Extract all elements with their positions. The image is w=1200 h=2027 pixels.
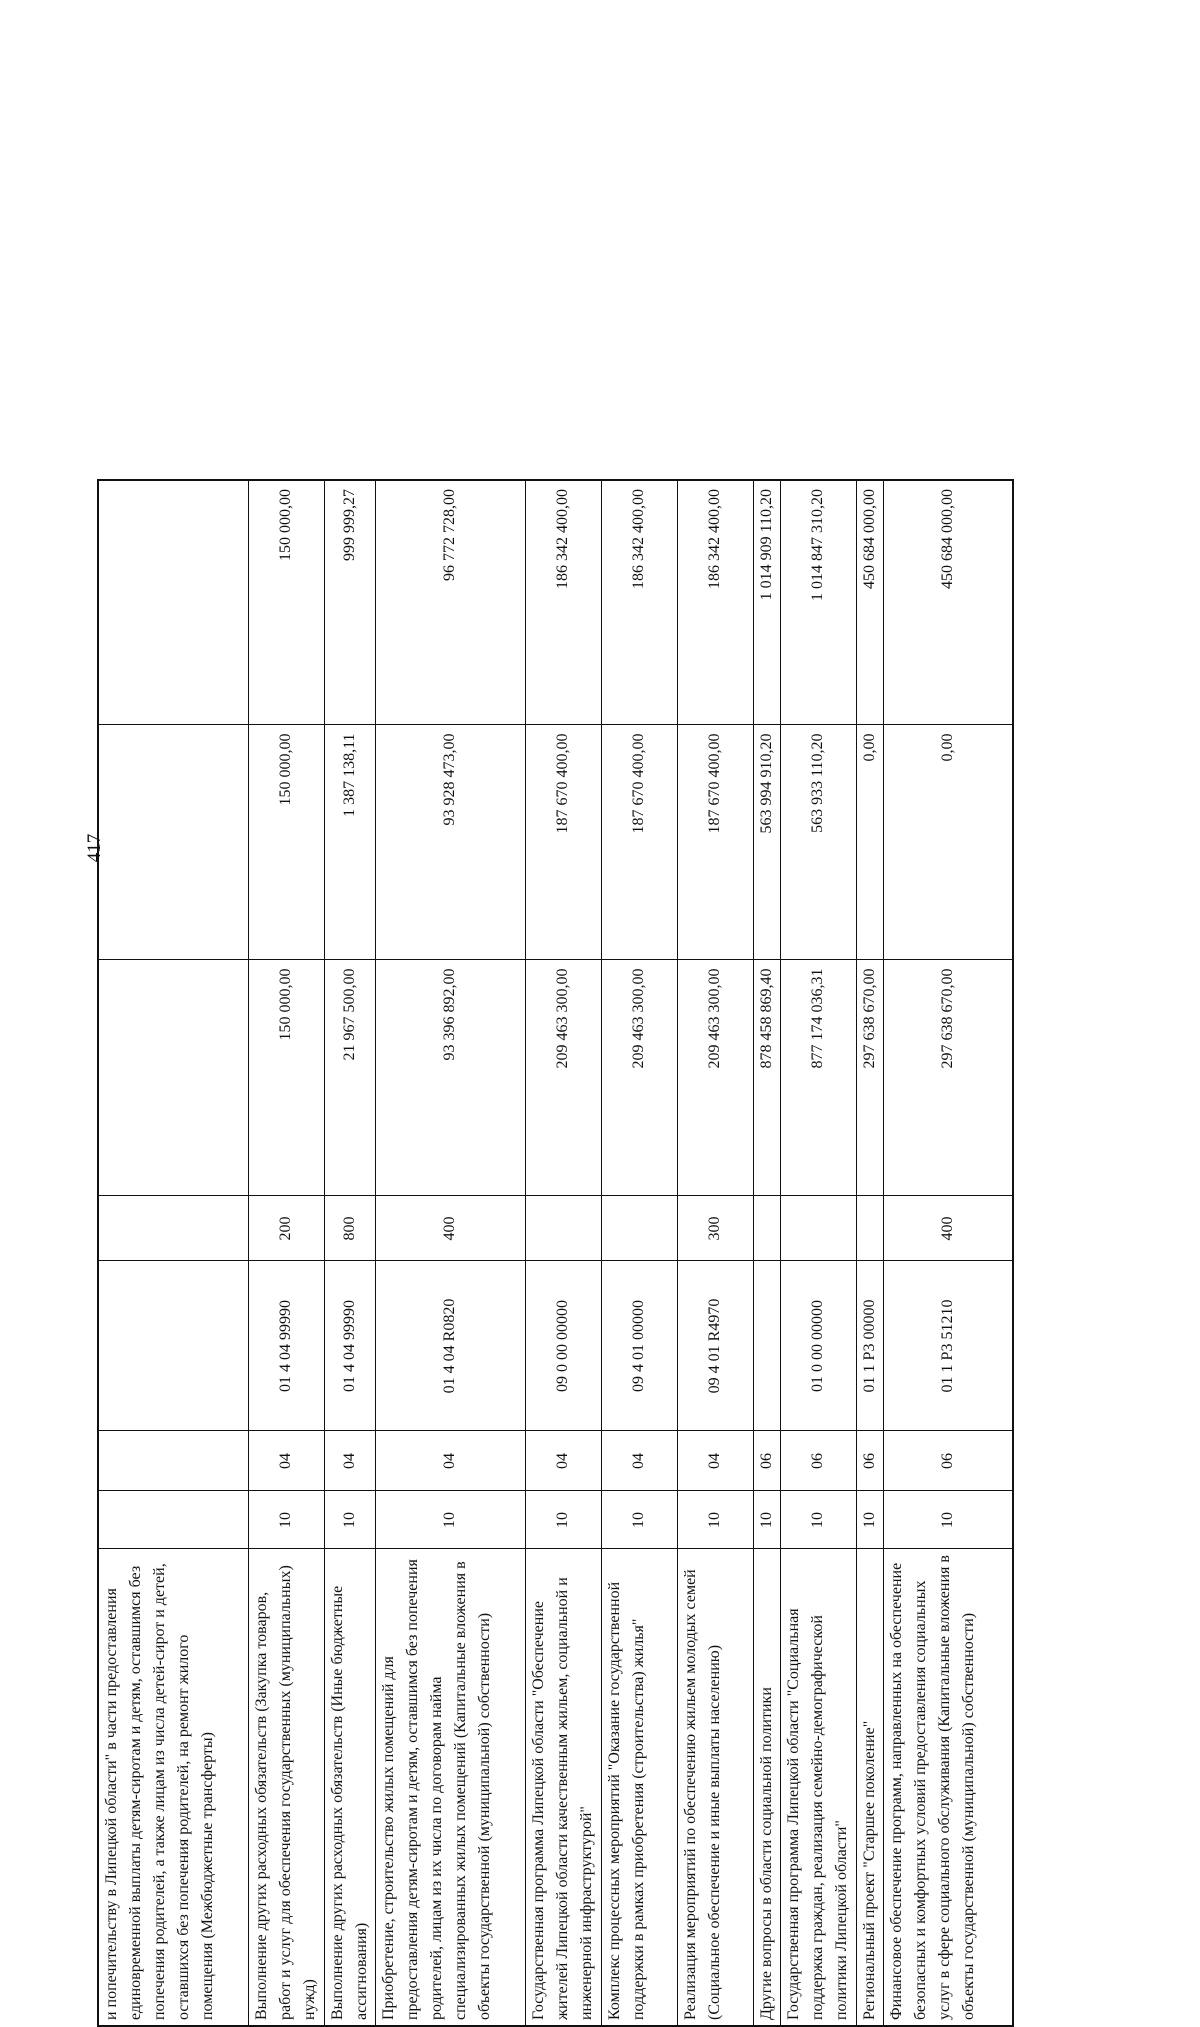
cell-target-article: 01 4 04 R0820 [375, 1261, 525, 1431]
cell-name: Региональный проект "Старшее поколение" [856, 1549, 883, 2026]
table-row [780, 480, 856, 2026]
table-row [677, 480, 753, 2026]
cell-section: 10 [883, 1491, 1013, 1549]
cell-target-article: 01 4 04 99990 [324, 1261, 375, 1431]
cell-sum-3: 186 342 400,00 [677, 480, 753, 725]
cell-section: 10 [525, 1491, 601, 1549]
cell-expense-type [98, 1196, 248, 1261]
table-row [248, 480, 324, 2026]
cell-sum-2: 563 933 110,20 [780, 725, 856, 960]
cell-subsection: 04 [677, 1431, 753, 1491]
cell-sum-3: 186 342 400,00 [601, 480, 677, 725]
budget-table [97, 479, 1014, 2027]
cell-section: 10 [375, 1491, 525, 1549]
cell-sum-1: 209 463 300,00 [601, 960, 677, 1196]
table-row [753, 480, 780, 2026]
cell-target-article: 01 1 P3 51210 [883, 1261, 1013, 1431]
cell-name: Реализация мероприятий по обеспечению жильем молодых семей (Социальное обеспечение и иные выплаты населению) [677, 1549, 753, 2026]
cell-subsection: 04 [248, 1431, 324, 1491]
cell-subsection: 04 [375, 1431, 525, 1491]
cell-section: 10 [677, 1491, 753, 1549]
cell-sum-1: 877 174 036,31 [780, 960, 856, 1196]
cell-sum-2: 563 994 910,20 [753, 725, 780, 960]
table-row [324, 480, 375, 2026]
cell-sum-3: 150 000,00 [248, 480, 324, 725]
cell-subsection: 06 [856, 1431, 883, 1491]
cell-sum-2 [98, 725, 248, 960]
cell-name: Выполнение других расходных обязательств (Иные бюджетные ассигнования) [324, 1549, 375, 2026]
table-row [98, 480, 248, 2026]
cell-sum-1 [98, 960, 248, 1196]
cell-sum-3: 186 342 400,00 [525, 480, 601, 725]
cell-sum-3: 999 999,27 [324, 480, 375, 725]
cell-sum-2: 0,00 [883, 725, 1013, 960]
cell-name: Приобретение, строительство жилых помещений для предоставления детям-сиротам и детям, оставшимся без попечения родителей, лицам из их числа по договорам найма специализированных жилых помещений (Капитальные вложения в объекты государственной (муниципальной) собственности) [375, 1549, 525, 2026]
cell-subsection: 06 [883, 1431, 1013, 1491]
cell-expense-type: 400 [883, 1196, 1013, 1261]
cell-name: Другие вопросы в области социальной политики [753, 1549, 780, 2026]
table-row [883, 480, 1013, 2026]
cell-section: 10 [324, 1491, 375, 1549]
cell-expense-type [601, 1196, 677, 1261]
cell-expense-type: 400 [375, 1196, 525, 1261]
cell-section: 10 [780, 1491, 856, 1549]
cell-target-article [753, 1261, 780, 1431]
cell-target-article [98, 1261, 248, 1431]
cell-name: Государственная программа Липецкой области "Социальная поддержка граждан, реализация семейно-демографической политики Липецкой области" [780, 1549, 856, 2026]
cell-sum-3: 450 684 000,00 [883, 480, 1013, 725]
table-row [375, 480, 525, 2026]
table-row [601, 480, 677, 2026]
cell-expense-type [525, 1196, 601, 1261]
cell-expense-type: 200 [248, 1196, 324, 1261]
cell-target-article: 09 4 01 R4970 [677, 1261, 753, 1431]
cell-subsection: 04 [601, 1431, 677, 1491]
cell-sum-3: 1 014 847 310,20 [780, 480, 856, 725]
cell-sum-2: 150 000,00 [248, 725, 324, 960]
cell-subsection: 06 [780, 1431, 856, 1491]
cell-target-article: 09 4 01 00000 [601, 1261, 677, 1431]
page-number: 417 [84, 833, 105, 863]
cell-sum-1: 297 638 670,00 [856, 960, 883, 1196]
cell-sum-2: 187 670 400,00 [601, 725, 677, 960]
table-row [856, 480, 883, 2026]
cell-section [98, 1491, 248, 1549]
cell-sum-2: 187 670 400,00 [677, 725, 753, 960]
cell-subsection [98, 1431, 248, 1491]
cell-section: 10 [601, 1491, 677, 1549]
cell-sum-3 [98, 480, 248, 725]
cell-target-article: 09 0 00 00000 [525, 1261, 601, 1431]
cell-name: Комплекс процессных мероприятий "Оказание государственной поддержки в рамках приобретения (строительства) жилья" [601, 1549, 677, 2026]
cell-sum-1: 150 000,00 [248, 960, 324, 1196]
cell-name: Государственная программа Липецкой области "Обеспечение жителей Липецкой области качественным жильем, социальной и инженерной инфраструктурой" [525, 1549, 601, 2026]
cell-expense-type [753, 1196, 780, 1261]
cell-sum-1: 209 463 300,00 [525, 960, 601, 1196]
cell-sum-1: 93 396 892,00 [375, 960, 525, 1196]
cell-sum-1: 21 967 500,00 [324, 960, 375, 1196]
cell-subsection: 04 [525, 1431, 601, 1491]
cell-subsection: 04 [324, 1431, 375, 1491]
cell-target-article: 01 4 04 99990 [248, 1261, 324, 1431]
cell-sum-2: 1 387 138,11 [324, 725, 375, 960]
cell-sum-2: 0,00 [856, 725, 883, 960]
cell-sum-1: 878 458 869,40 [753, 960, 780, 1196]
cell-name: Финансовое обеспечение программ, направленных на обеспечение безопасных и комфортных условий предоставления социальных услуг в сфере социального обслуживания (Капитальные вложения в объекты государственной (муниципальной) собственности) [883, 1549, 1013, 2026]
cell-sum-1: 209 463 300,00 [677, 960, 753, 1196]
cell-expense-type [780, 1196, 856, 1261]
table-row [525, 480, 601, 2026]
cell-section: 10 [856, 1491, 883, 1549]
cell-sum-3: 450 684 000,00 [856, 480, 883, 725]
cell-target-article: 01 0 00 00000 [780, 1261, 856, 1431]
cell-expense-type: 800 [324, 1196, 375, 1261]
budget-table-wrapper [97, 481, 1061, 2027]
cell-section: 10 [753, 1491, 780, 1549]
cell-expense-type [856, 1196, 883, 1261]
cell-subsection: 06 [753, 1431, 780, 1491]
cell-sum-2: 187 670 400,00 [525, 725, 601, 960]
cell-name: и попечительству в Липецкой области" в части предоставления единовременной выплаты детям-сиротам и детям, оставшимся без попечения родителей, а также лицам из числа детей-сирот и детей, оставшихся без попечения родителей, на ремонт жилого помещения (Межбюджетные трансферты) [98, 1549, 248, 2026]
cell-sum-3: 96 772 728,00 [375, 480, 525, 725]
cell-sum-2: 93 928 473,00 [375, 725, 525, 960]
cell-expense-type: 300 [677, 1196, 753, 1261]
cell-sum-1: 297 638 670,00 [883, 960, 1013, 1196]
cell-section: 10 [248, 1491, 324, 1549]
cell-sum-3: 1 014 909 110,20 [753, 480, 780, 725]
cell-target-article: 01 1 P3 00000 [856, 1261, 883, 1431]
cell-name: Выполнение других расходных обязательств (Закупка товаров, работ и услуг для обеспечения государственных (муниципальных) нужд) [248, 1549, 324, 2026]
